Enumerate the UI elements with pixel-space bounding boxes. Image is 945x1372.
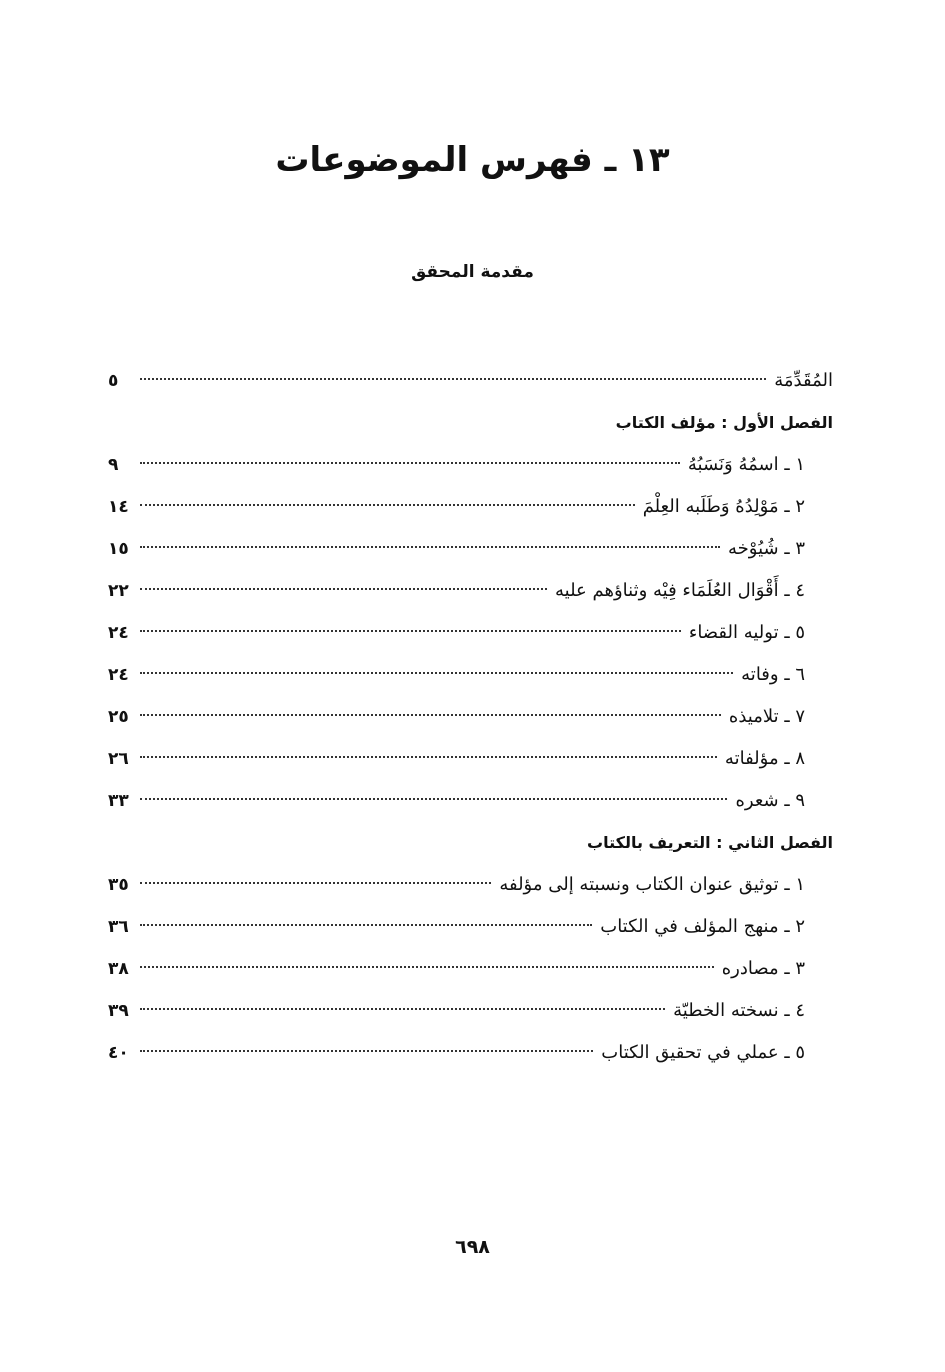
dot-leader [140, 756, 717, 758]
toc-page-number: ٤٠ [108, 1043, 129, 1063]
toc-entry-label: ٢ ـ مَوْلِدُهُ وَطَلَبه العِلْمَ [642, 496, 805, 517]
dot-leader [140, 714, 721, 716]
toc-page-number: ٣٩ [108, 1001, 129, 1021]
toc-entry[interactable] [108, 486, 833, 528]
toc-entry[interactable] [108, 906, 833, 948]
table-of-contents [108, 360, 833, 1074]
toc-page-number: ٢٤ [108, 665, 129, 685]
dot-leader [140, 966, 714, 968]
chapter-heading-1: الفصل الأول : مؤلف الكتاب [615, 413, 833, 432]
toc-page-number: ٢٦ [108, 749, 129, 769]
dot-leader [140, 588, 547, 590]
toc-page-number: ١٥ [108, 539, 129, 559]
dot-leader [140, 882, 491, 884]
toc-entry[interactable] [108, 444, 833, 486]
toc-entry[interactable] [108, 528, 833, 570]
toc-entry-label: ٢ ـ منهج المؤلف في الكتاب [600, 916, 805, 937]
dot-leader [140, 1050, 593, 1052]
toc-entry-label: ٤ ـ نسخته الخطيّة [673, 1000, 805, 1021]
toc-entry-label: ٣ ـ مصادره [721, 958, 805, 979]
toc-page-number: ٩ [108, 455, 119, 475]
toc-entry[interactable] [108, 864, 833, 906]
dot-leader [140, 504, 635, 506]
toc-entry-label: ٤ ـ أَقْوَال العُلَمَاء فِيْه وثناؤهم عليه [555, 580, 805, 601]
toc-entry-label: ٩ ـ شعره [735, 790, 805, 811]
toc-entry[interactable] [108, 948, 833, 990]
toc-page-number: ٥ [108, 371, 119, 391]
toc-page-number: ٣٥ [108, 875, 129, 895]
toc-entry[interactable] [108, 738, 833, 780]
toc-entry[interactable] [108, 990, 833, 1032]
toc-entry[interactable] [108, 654, 833, 696]
toc-page-number: ٣٨ [108, 959, 129, 979]
dot-leader [140, 378, 766, 380]
page-title: ١٣ ـ فهرس الموضوعات [275, 140, 670, 180]
toc-entry-label: ٧ ـ تلاميذه [728, 706, 805, 727]
dot-leader [140, 546, 720, 548]
dot-leader [140, 672, 733, 674]
toc-page-number: ٢٢ [108, 581, 129, 601]
toc-entry[interactable] [108, 780, 833, 822]
toc-entry-intro[interactable] [108, 360, 833, 402]
toc-page-number: ٢٥ [108, 707, 129, 727]
toc-entry[interactable] [108, 570, 833, 612]
toc-entry-label: ٦ ـ وفاته [741, 664, 805, 685]
toc-entry-label: ٣ ـ شُيُوْخه [728, 538, 805, 559]
toc-page-number: ٣٣ [108, 791, 129, 811]
dot-leader [140, 924, 592, 926]
toc-entry[interactable] [108, 1032, 833, 1074]
section-subtitle: مقدمة المحقق [411, 262, 534, 282]
toc-entry-label: ١ ـ توثيق عنوان الكتاب ونسبته إلى مؤلفه [499, 874, 805, 895]
dot-leader [140, 462, 680, 464]
toc-page-number: ٢٤ [108, 623, 129, 643]
page-number: ٦٩٨ [455, 1236, 490, 1258]
dot-leader [140, 1008, 665, 1010]
toc-entry-label: المُقَدِّمَة [774, 370, 833, 391]
toc-entry[interactable] [108, 696, 833, 738]
chapter-heading-2: الفصل الثاني : التعريف بالكتاب [587, 833, 833, 852]
toc-entry-label: ١ ـ اسمُهُ وَنَسَبُهُ [687, 454, 805, 475]
dot-leader [140, 630, 681, 632]
toc-page-number: ٣٦ [108, 917, 129, 937]
dot-leader [140, 798, 727, 800]
toc-entry-label: ٥ ـ عملي في تحقيق الكتاب [601, 1042, 805, 1063]
toc-entry[interactable] [108, 612, 833, 654]
toc-page-number: ١٤ [108, 497, 129, 517]
toc-entry-label: ٨ ـ مؤلفاته [724, 748, 805, 769]
toc-entry-label: ٥ ـ توليه القضاء [688, 622, 805, 643]
